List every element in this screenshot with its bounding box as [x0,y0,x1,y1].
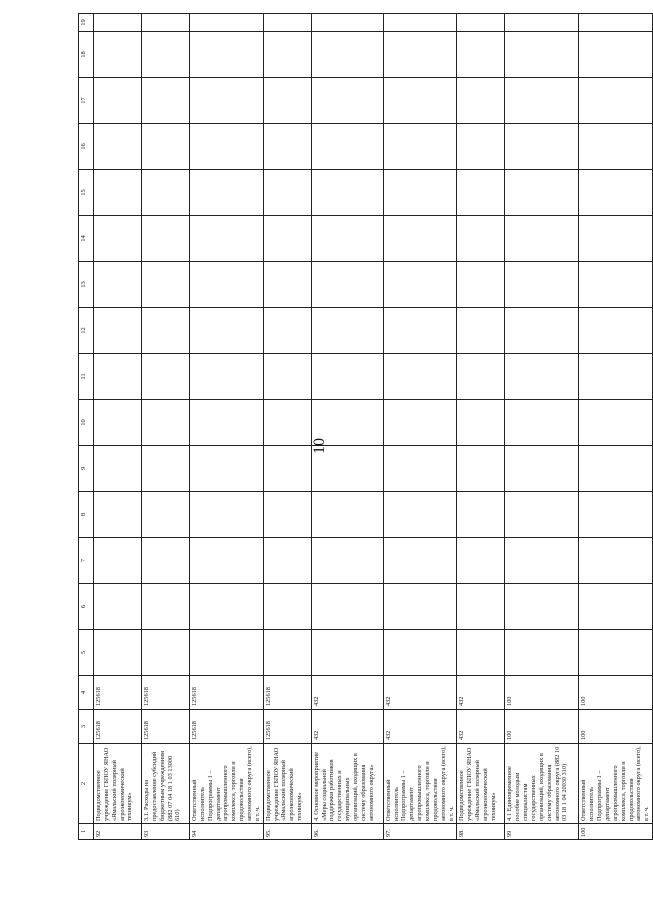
empty-cell [383,216,457,262]
empty-cell [505,124,579,170]
empty-cell [190,584,264,630]
table-row [94,14,142,840]
empty-cell [505,446,579,492]
empty-cell [142,630,190,676]
empty-cell [311,400,383,446]
empty-cell [311,14,383,32]
row-value-col4-cell: 125618 [190,676,264,710]
table-row [190,14,264,840]
empty-cell [383,354,457,400]
empty-cell [311,492,383,538]
empty-cell [311,170,383,216]
table-row [263,14,311,840]
empty-cell [263,124,311,170]
empty-cell [190,492,264,538]
empty-cell [190,216,264,262]
empty-cell [94,630,142,676]
empty-cell [505,538,579,584]
empty-cell [190,630,264,676]
empty-cell [579,32,653,78]
row-number-cell: 99 [505,824,579,840]
empty-cell [505,492,579,538]
empty-cell [263,492,311,538]
empty-cell [579,170,653,216]
empty-cell [311,354,383,400]
row-number-cell: 98. [457,824,505,840]
row-description-cell: Подведомственное учреждение ГБПОУ ЯНАО «Ямальский полярный агроэкономический техникум» [94,744,142,824]
empty-cell [94,216,142,262]
empty-cell [142,308,190,354]
empty-cell [579,262,653,308]
empty-cell [383,446,457,492]
empty-cell [505,400,579,446]
row-value-col3-cell: 432 [383,710,457,744]
empty-cell [190,32,264,78]
empty-cell [579,354,653,400]
empty-cell [190,446,264,492]
empty-cell [94,124,142,170]
header-cell: 9 [79,446,94,492]
row-description-cell: Подведомственное учреждение ГБПОУ ЯНАО «Ямальский полярный агроэкономический техникум» [263,744,311,824]
empty-cell [457,492,505,538]
row-description-cell: 3.1. Расходы на предоставление субсидий бюджетным учреждениям (882 07 04 18 1 03 13000 610) [142,744,190,824]
row-value-col4-cell: 125618 [142,676,190,710]
table-row [579,14,653,840]
empty-cell [142,538,190,584]
empty-cell [311,262,383,308]
empty-cell [505,630,579,676]
table-row [383,14,457,840]
header-cell: 12 [79,308,94,354]
header-cell: 16 [79,124,94,170]
empty-cell [190,170,264,216]
empty-cell [457,216,505,262]
empty-cell [263,308,311,354]
empty-cell [94,584,142,630]
table-row [457,14,505,840]
row-number-cell: 100 [579,824,653,840]
rotated-table-area [78,19,651,840]
row-value-col4-cell: 100 [579,676,653,710]
empty-cell [505,14,579,32]
empty-cell [263,78,311,124]
page-number: 10 [311,438,328,454]
empty-cell [383,124,457,170]
empty-cell [457,124,505,170]
empty-cell [505,78,579,124]
row-description-cell: 4. Основное мероприятие «Меры социальной поддержки работников государственных и муниципальных организаций, входящих в систему образования автономного округа» [311,744,383,824]
empty-cell [190,400,264,446]
empty-cell [383,78,457,124]
empty-cell [505,308,579,354]
row-value-col3-cell: 100 [505,710,579,744]
empty-cell [142,78,190,124]
empty-cell [94,492,142,538]
empty-cell [190,78,264,124]
row-value-col4-cell: 432 [311,676,383,710]
header-cell: 8 [79,492,94,538]
empty-cell [505,354,579,400]
empty-cell [263,400,311,446]
empty-cell [190,308,264,354]
empty-cell [457,78,505,124]
empty-cell [457,14,505,32]
empty-cell [263,630,311,676]
table-body [94,14,653,840]
empty-cell [311,584,383,630]
empty-cell [505,262,579,308]
empty-cell [94,14,142,32]
row-number-cell: 94 [190,824,264,840]
empty-cell [142,32,190,78]
empty-cell [263,14,311,32]
empty-cell [383,32,457,78]
empty-cell [383,308,457,354]
row-value-col3-cell: 125618 [190,710,264,744]
header-cell: 1 [79,824,94,840]
empty-cell [579,124,653,170]
row-value-col4-cell: 125618 [94,676,142,710]
header-cell: 5 [79,630,94,676]
table-row [311,14,383,840]
empty-cell [94,262,142,308]
empty-cell [142,354,190,400]
empty-cell [579,630,653,676]
empty-cell [383,400,457,446]
empty-cell [311,32,383,78]
empty-cell [142,216,190,262]
empty-cell [142,124,190,170]
header-cell: 7 [79,538,94,584]
header-cell: 10 [79,400,94,446]
empty-cell [263,32,311,78]
empty-cell [457,32,505,78]
row-description-cell: Ответственный исполнитель Подпрограммы 1 – департамент агропромышленного комплекса, торговли и продовольствия автономного округа (всего), в т. ч. [383,744,457,824]
empty-cell [311,538,383,584]
empty-cell [579,216,653,262]
empty-cell [383,262,457,308]
header-cell: 14 [79,216,94,262]
empty-cell [263,262,311,308]
empty-cell [383,538,457,584]
row-value-col3-cell: 432 [311,710,383,744]
empty-cell [383,14,457,32]
empty-cell [263,584,311,630]
header-cell: 3 [79,710,94,744]
row-number-cell: 95. [263,824,311,840]
header-cell: 19 [79,14,94,32]
row-number-cell: 93 [142,824,190,840]
table-row [142,14,190,840]
empty-cell [579,492,653,538]
row-description-cell: Подведомственное учреждение ГБПОУ ЯНАО «Ямальский полярный агроэкономический техникум» [457,744,505,824]
empty-cell [311,124,383,170]
row-value-col3-cell: 100 [579,710,653,744]
empty-cell [94,538,142,584]
row-description-cell: Ответственный исполнитель Подпрограммы 1 – департамент агропромышленного комплекса, торговли и продовольствия автономного округа (всего), в т. ч. [579,744,653,824]
row-number-cell: 96. [311,824,383,840]
row-value-col4-cell: 125618 [263,676,311,710]
empty-cell [505,216,579,262]
row-number-cell: 97. [383,824,457,840]
row-value-col4-cell: 100 [505,676,579,710]
empty-cell [311,78,383,124]
empty-cell [190,124,264,170]
empty-cell [457,308,505,354]
empty-cell [142,262,190,308]
empty-cell [190,14,264,32]
empty-cell [457,262,505,308]
row-value-col3-cell: 125618 [263,710,311,744]
header-cell: 11 [79,354,94,400]
row-number-cell: 92 [94,824,142,840]
empty-cell [142,170,190,216]
empty-cell [505,170,579,216]
empty-cell [94,308,142,354]
empty-cell [263,538,311,584]
empty-cell [457,354,505,400]
empty-cell [142,584,190,630]
empty-cell [457,538,505,584]
empty-cell [579,400,653,446]
empty-cell [94,400,142,446]
empty-cell [457,630,505,676]
row-value-col4-cell: 432 [457,676,505,710]
empty-cell [263,354,311,400]
header-row [79,14,94,840]
empty-cell [190,538,264,584]
row-value-col3-cell: 125618 [142,710,190,744]
empty-cell [383,630,457,676]
empty-cell [142,400,190,446]
empty-cell [579,14,653,32]
budget-table [78,13,653,840]
empty-cell [311,630,383,676]
header-cell: 2 [79,744,94,824]
empty-cell [263,216,311,262]
empty-cell [579,584,653,630]
empty-cell [94,170,142,216]
header-cell: 4 [79,676,94,710]
empty-cell [263,446,311,492]
empty-cell [311,446,383,492]
empty-cell [579,78,653,124]
row-description-cell: Ответственный исполнитель Подпрограммы 1 – департамент агропромышленного комплекса, торговли и продовольствия автономного округа (всего), в т. ч. [190,744,264,824]
empty-cell [311,216,383,262]
empty-cell [311,308,383,354]
header-cell: 13 [79,262,94,308]
empty-cell [94,32,142,78]
header-cell: 15 [79,170,94,216]
table-wrapper [78,19,651,840]
empty-cell [579,446,653,492]
empty-cell [457,170,505,216]
empty-cell [142,446,190,492]
header-cell: 6 [79,584,94,630]
empty-cell [190,262,264,308]
empty-cell [94,446,142,492]
empty-cell [457,584,505,630]
row-value-col3-cell: 432 [457,710,505,744]
empty-cell [579,538,653,584]
header-cell: 17 [79,78,94,124]
empty-cell [142,14,190,32]
empty-cell [94,354,142,400]
row-value-col4-cell: 432 [383,676,457,710]
table-row [505,14,579,840]
empty-cell [383,492,457,538]
empty-cell [142,492,190,538]
empty-cell [505,32,579,78]
header-cell: 18 [79,32,94,78]
empty-cell [579,308,653,354]
empty-cell [94,78,142,124]
empty-cell [383,170,457,216]
empty-cell [505,584,579,630]
empty-cell [383,584,457,630]
empty-cell [263,170,311,216]
row-value-col3-cell: 125618 [94,710,142,744]
row-description-cell: 4.1 Единовременное пособие молодым специалистам государственных организаций, входящих в систему образования автономного округа (882 10 03 18 1 04 20030 310) [505,744,579,824]
empty-cell [457,400,505,446]
empty-cell [457,446,505,492]
empty-cell [190,354,264,400]
